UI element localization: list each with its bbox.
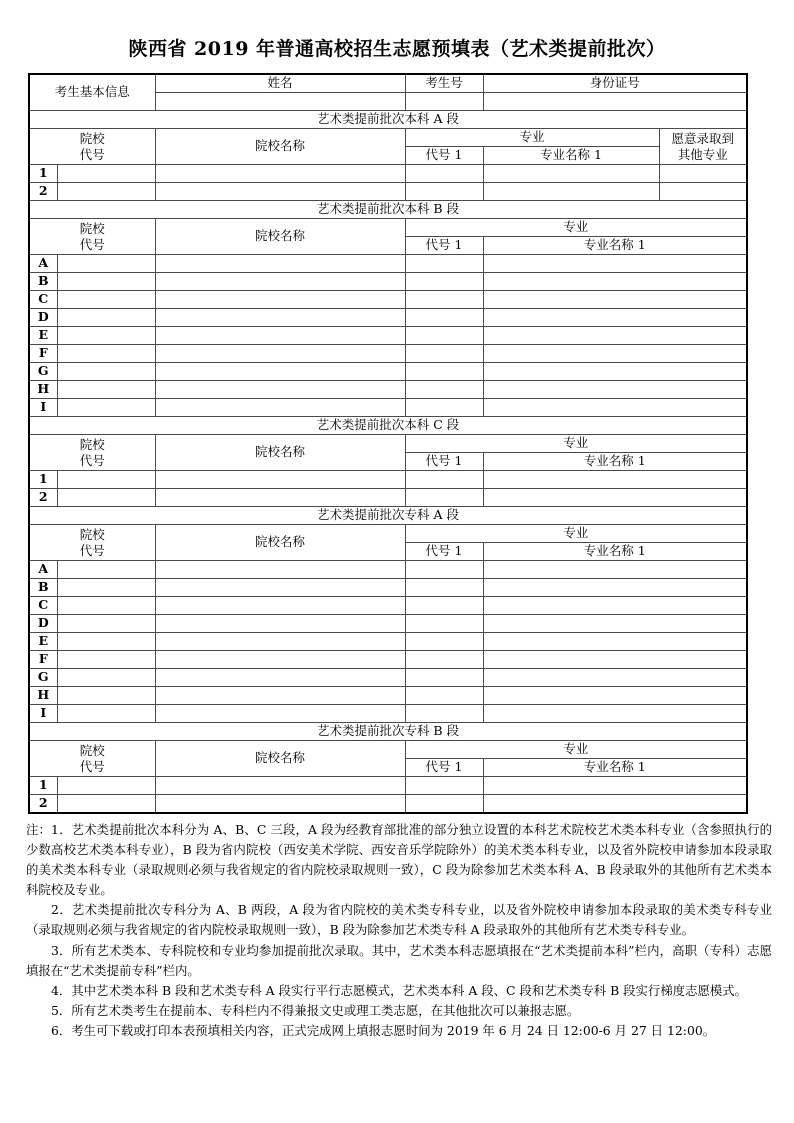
school-name-input[interactable] [155, 615, 405, 633]
willing-other-major-header: 愿意录取到 其他专业 [659, 129, 747, 165]
table-row [29, 471, 747, 489]
major-name-input[interactable] [483, 597, 747, 615]
school-name-input[interactable] [155, 705, 405, 723]
row-index-label: D [29, 615, 57, 633]
school-code-input[interactable] [57, 381, 155, 399]
section-title: 艺术类提前批次专科 B 段 [29, 723, 747, 741]
major-code-input[interactable] [405, 705, 483, 723]
major-name-input[interactable] [483, 309, 747, 327]
table-row [29, 381, 747, 399]
major-name-input[interactable] [483, 165, 659, 183]
table-row [29, 777, 747, 795]
major-name-input[interactable] [483, 327, 747, 345]
note-item: 3．所有艺术类本、专科院校和专业均参加提前批次录取。其中，艺术类本科志愿填报在“艺术类提前本科”栏内，高职（专科）志愿填报在“艺术类提前专科”栏内。 [26, 942, 772, 978]
school-name-input[interactable] [155, 651, 405, 669]
major-name-input[interactable] [483, 795, 747, 814]
major-group-header: 专业 [405, 741, 747, 759]
major-code-input[interactable] [405, 669, 483, 687]
row-index-label: B [29, 579, 57, 597]
row-index-label: E [29, 327, 57, 345]
table-row [29, 633, 747, 651]
school-name-header: 院校名称 [155, 525, 405, 561]
major-code-input[interactable] [405, 291, 483, 309]
major-group-header: 专业 [405, 129, 659, 147]
volunteer-form-table [28, 73, 748, 814]
major-name-input[interactable] [483, 273, 747, 291]
major-name-header: 专业名称 1 [483, 237, 747, 255]
major-name-header: 专业名称 1 [483, 543, 747, 561]
major-name-input[interactable] [483, 363, 747, 381]
major-name-input[interactable] [483, 687, 747, 705]
table-row [29, 183, 747, 201]
section-title-row [29, 111, 747, 129]
row-index-label: I [29, 399, 57, 417]
basic-info-field-header: 身份证号 [483, 74, 747, 93]
major-code-input[interactable] [405, 579, 483, 597]
section-title: 艺术类提前批次本科 A 段 [29, 111, 747, 129]
school-name-input[interactable] [155, 381, 405, 399]
table-row [29, 579, 747, 597]
major-code-input[interactable] [405, 471, 483, 489]
school-name-input[interactable] [155, 327, 405, 345]
table-row [29, 687, 747, 705]
major-code-header: 代号 1 [405, 237, 483, 255]
basic-info-input-cell[interactable] [483, 93, 747, 111]
row-index-label: I [29, 705, 57, 723]
table-row [29, 399, 747, 417]
row-index-label: 1 [29, 165, 57, 183]
major-code-input[interactable] [405, 561, 483, 579]
major-code-input[interactable] [405, 633, 483, 651]
major-code-input[interactable] [405, 615, 483, 633]
major-name-input[interactable] [483, 291, 747, 309]
major-code-header: 代号 1 [405, 543, 483, 561]
school-name-input[interactable] [155, 489, 405, 507]
school-code-input[interactable] [57, 687, 155, 705]
school-code-input[interactable] [57, 489, 155, 507]
major-name-input[interactable] [483, 399, 747, 417]
table-row [29, 615, 747, 633]
row-index-label: 2 [29, 183, 57, 201]
form-table-container [28, 73, 746, 814]
row-index-label: 1 [29, 471, 57, 489]
school-name-header: 院校名称 [155, 219, 405, 255]
table-row [29, 669, 747, 687]
school-name-input[interactable] [155, 255, 405, 273]
basic-info-label: 考生基本信息 [29, 74, 155, 111]
note-item: 5．所有艺术类考生在提前本、专科栏内不得兼报文史或理工类志愿，在其他批次可以兼报志愿。 [51, 1002, 580, 1018]
section-title: 艺术类提前批次本科 C 段 [29, 417, 747, 435]
basic-info-header-row [29, 74, 747, 93]
row-index-label: F [29, 651, 57, 669]
school-code-input[interactable] [57, 363, 155, 381]
section-title-row [29, 417, 747, 435]
school-code-input[interactable] [57, 471, 155, 489]
school-name-input[interactable] [155, 597, 405, 615]
row-index-label: A [29, 255, 57, 273]
school-code-input[interactable] [57, 633, 155, 651]
major-name-input[interactable] [483, 777, 747, 795]
school-name-input[interactable] [155, 363, 405, 381]
school-code-input[interactable] [57, 561, 155, 579]
major-name-header: 专业名称 1 [483, 453, 747, 471]
table-row [29, 363, 747, 381]
school-name-input[interactable] [155, 633, 405, 651]
row-index-label: C [29, 291, 57, 309]
school-code-input[interactable] [57, 651, 155, 669]
major-code-input[interactable] [405, 381, 483, 399]
section-header-row-top [29, 435, 747, 453]
major-code-input[interactable] [405, 309, 483, 327]
school-name-input[interactable] [155, 795, 405, 814]
table-row [29, 489, 747, 507]
major-code-input[interactable] [405, 651, 483, 669]
major-group-header: 专业 [405, 435, 747, 453]
section-header-row-top [29, 741, 747, 759]
school-code-header: 院校 代号 [29, 741, 155, 777]
table-row [29, 165, 747, 183]
table-row [29, 345, 747, 363]
major-name-input[interactable] [483, 255, 747, 273]
major-code-input[interactable] [405, 489, 483, 507]
school-code-input[interactable] [57, 705, 155, 723]
major-name-input[interactable] [483, 561, 747, 579]
notes-block [26, 820, 772, 1041]
table-row [29, 327, 747, 345]
willing-other-input[interactable] [659, 183, 747, 201]
major-code-input[interactable] [405, 183, 483, 201]
major-code-header: 代号 1 [405, 453, 483, 471]
note-item: 注：1．艺术类提前批次本科分为 A、B、C 三段，A 段为经教育部批准的部分独立设置的本科艺术院校艺术类本科专业（含参照执行的少数高校艺术类本科专业），B 段为省内院校（西安美术学院、西安音乐学院除外）的美术类本科专业，以及省外院校申请参加本段录取的美术类本科专业（录取规则必须与我省规定的省内院校录取规则一致），C 段为除参加艺术类本科 A、B 段录取外的其他所有艺术类本科院校及专业。 [26, 822, 772, 898]
school-code-input[interactable] [57, 615, 155, 633]
school-name-input[interactable] [155, 345, 405, 363]
table-row [29, 561, 747, 579]
school-code-input[interactable] [57, 183, 155, 201]
school-name-input[interactable] [155, 399, 405, 417]
note-item: 4．其中艺术类本科 B 段和艺术类专科 A 段实行平行志愿模式，艺术类本科 A 段、C 段和艺术类专科 B 段实行梯度志愿模式。 [51, 982, 748, 998]
major-code-input[interactable] [405, 363, 483, 381]
table-row [29, 273, 747, 291]
major-name-input[interactable] [483, 633, 747, 651]
school-name-input[interactable] [155, 669, 405, 687]
section-title-row [29, 723, 747, 741]
school-name-header: 院校名称 [155, 741, 405, 777]
school-name-input[interactable] [155, 579, 405, 597]
school-name-input[interactable] [155, 309, 405, 327]
school-code-input[interactable] [57, 777, 155, 795]
table-row [29, 597, 747, 615]
major-code-input[interactable] [405, 327, 483, 345]
basic-info-field-header: 考生号 [405, 74, 483, 93]
row-index-label: F [29, 345, 57, 363]
school-name-input[interactable] [155, 165, 405, 183]
table-row [29, 795, 747, 814]
table-row [29, 291, 747, 309]
major-name-input[interactable] [483, 183, 659, 201]
section-header-row-top [29, 129, 747, 147]
major-code-input[interactable] [405, 597, 483, 615]
major-code-header: 代号 1 [405, 759, 483, 777]
section-header-row-top [29, 219, 747, 237]
basic-info-input-cell[interactable] [155, 93, 405, 111]
major-group-header: 专业 [405, 525, 747, 543]
major-code-input[interactable] [405, 273, 483, 291]
row-index-label: H [29, 687, 57, 705]
row-index-label: G [29, 363, 57, 381]
note-item: 2．艺术类提前批次专科分为 A、B 两段，A 段为省内院校的美术类专科专业，以及省外院校申请参加本段录取的美术类专科专业（录取规则必须与我省规定的省内院校录取规则一致），B 段为除参加艺术类专科 A 段录取外的其他所有艺术类专科专业。 [26, 902, 772, 938]
school-code-input[interactable] [57, 291, 155, 309]
row-index-label: 1 [29, 777, 57, 795]
school-code-header: 院校 代号 [29, 129, 155, 165]
row-index-label: 2 [29, 489, 57, 507]
section-title-row [29, 507, 747, 525]
major-name-input[interactable] [483, 579, 747, 597]
school-code-input[interactable] [57, 795, 155, 814]
school-name-input[interactable] [155, 273, 405, 291]
row-index-label: A [29, 561, 57, 579]
major-name-input[interactable] [483, 615, 747, 633]
major-name-header: 专业名称 1 [483, 147, 659, 165]
school-name-input[interactable] [155, 561, 405, 579]
table-row [29, 705, 747, 723]
basic-info-input-cell[interactable] [405, 93, 483, 111]
school-code-input[interactable] [57, 345, 155, 363]
note-item: 6．考生可下载或打印本表预填相关内容，正式完成网上填报志愿时间为 2019 年 6 月 24 日 12:00-6 月 27 日 12:00。 [51, 1022, 716, 1038]
table-row [29, 255, 747, 273]
section-header-row-top [29, 525, 747, 543]
major-code-input[interactable] [405, 255, 483, 273]
major-name-input[interactable] [483, 669, 747, 687]
school-code-input[interactable] [57, 579, 155, 597]
school-name-input[interactable] [155, 687, 405, 705]
major-name-input[interactable] [483, 489, 747, 507]
major-group-header: 专业 [405, 219, 747, 237]
school-code-input[interactable] [57, 327, 155, 345]
page-title: 陕西省 2019 年普通高校招生志愿预填表（艺术类提前批次） [128, 38, 666, 60]
section-title-row [29, 201, 747, 219]
major-name-input[interactable] [483, 705, 747, 723]
major-code-header: 代号 1 [405, 147, 483, 165]
major-code-input[interactable] [405, 795, 483, 814]
school-code-input[interactable] [57, 273, 155, 291]
school-code-input[interactable] [57, 255, 155, 273]
major-name-header: 专业名称 1 [483, 759, 747, 777]
section-title: 艺术类提前批次专科 A 段 [29, 507, 747, 525]
school-code-input[interactable] [57, 309, 155, 327]
school-code-header: 院校 代号 [29, 219, 155, 255]
row-index-label: H [29, 381, 57, 399]
table-row [29, 651, 747, 669]
major-name-input[interactable] [483, 345, 747, 363]
table-row [29, 309, 747, 327]
major-name-input[interactable] [483, 651, 747, 669]
school-name-input[interactable] [155, 183, 405, 201]
willing-other-input[interactable] [659, 165, 747, 183]
school-code-header: 院校 代号 [29, 435, 155, 471]
school-code-header: 院校 代号 [29, 525, 155, 561]
school-code-input[interactable] [57, 597, 155, 615]
row-index-label: B [29, 273, 57, 291]
school-name-input[interactable] [155, 471, 405, 489]
basic-info-field-header: 姓名 [155, 74, 405, 93]
school-name-input[interactable] [155, 777, 405, 795]
school-code-input[interactable] [57, 399, 155, 417]
school-name-input[interactable] [155, 291, 405, 309]
school-name-header: 院校名称 [155, 435, 405, 471]
school-code-input[interactable] [57, 165, 155, 183]
major-code-input[interactable] [405, 687, 483, 705]
major-name-input[interactable] [483, 471, 747, 489]
school-name-header: 院校名称 [155, 129, 405, 165]
major-code-input[interactable] [405, 399, 483, 417]
major-name-input[interactable] [483, 381, 747, 399]
row-index-label: C [29, 597, 57, 615]
major-code-input[interactable] [405, 165, 483, 183]
major-code-input[interactable] [405, 777, 483, 795]
row-index-label: E [29, 633, 57, 651]
row-index-label: G [29, 669, 57, 687]
major-code-input[interactable] [405, 345, 483, 363]
school-code-input[interactable] [57, 669, 155, 687]
section-title: 艺术类提前批次本科 B 段 [29, 201, 747, 219]
row-index-label: D [29, 309, 57, 327]
row-index-label: 2 [29, 795, 57, 814]
